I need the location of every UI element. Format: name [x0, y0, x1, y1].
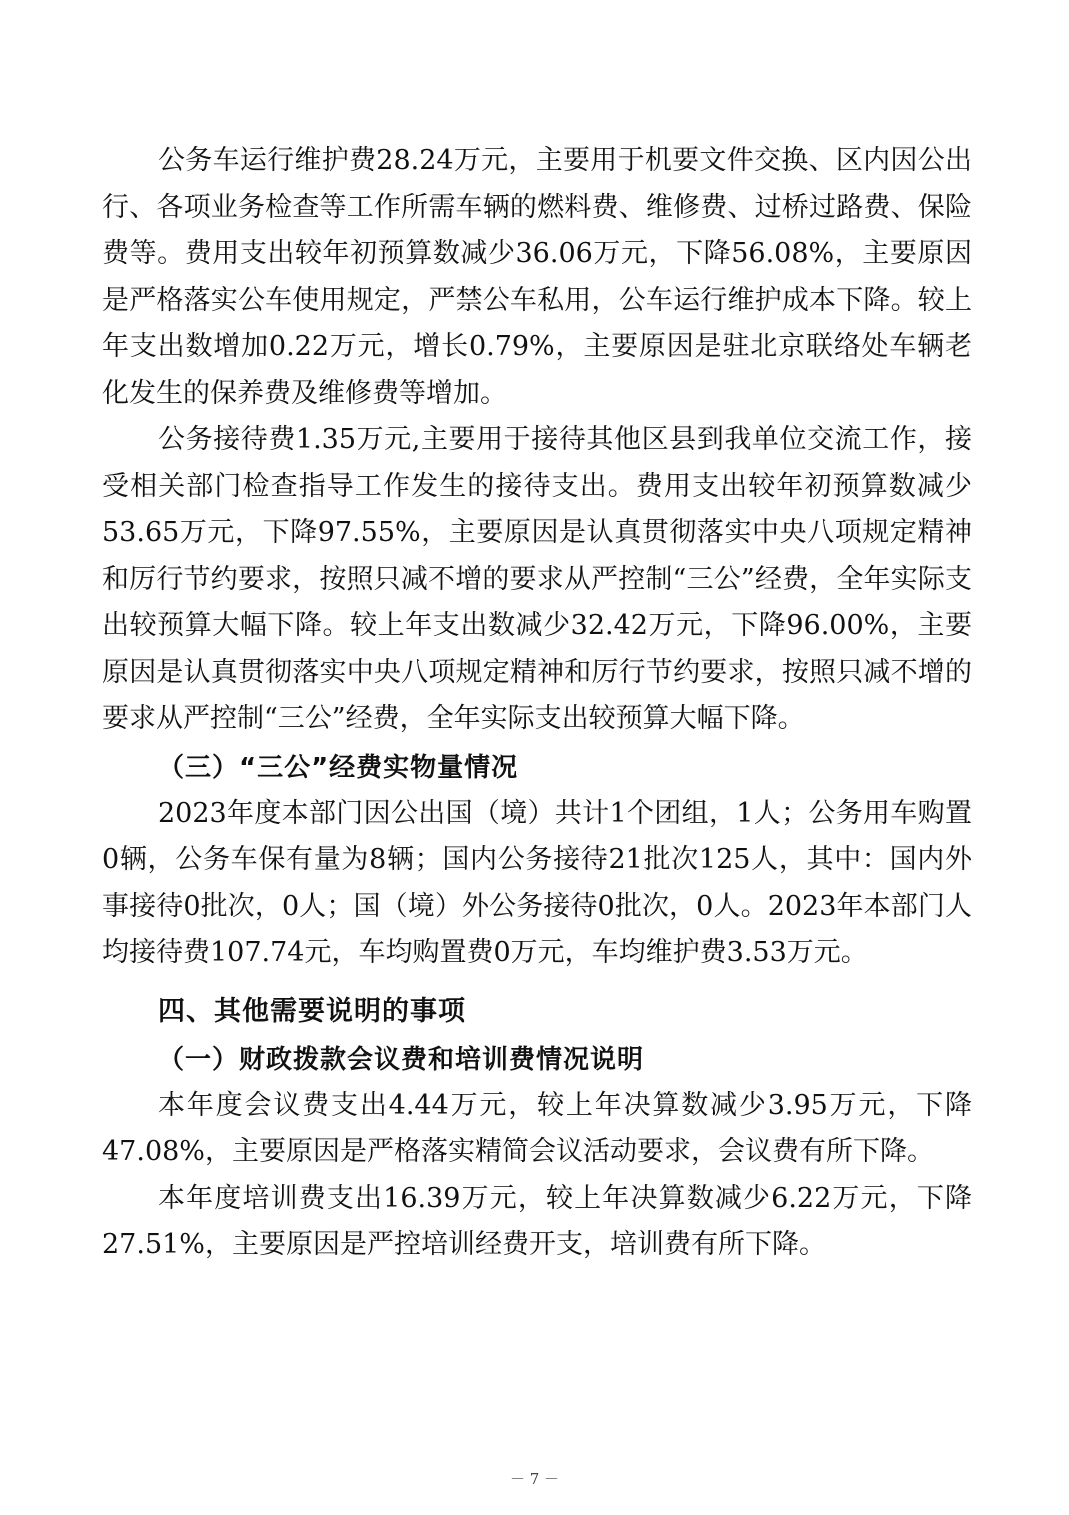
page-number: － 7 －: [509, 1470, 560, 1488]
heading-physical-quantity: （三）“三公”经费实物量情况: [158, 752, 519, 783]
paragraph-car-maintenance: 公务车运行维护费28.24万元，主要用于机要文件交换、区内因公出行、各项业务检查等工作所需车辆的燃料费、维修费、过桥过路费、保险费等。费用支出较年初预算数减少36.06万元，下降56.08%，主要原因是严格落实公车使用规定，严禁公车私用，公车运行维护成本下降。较上年支出数增加0.22万元，增长0.79%，主要原因是驻北京联络处车辆老化发生的保养费及维修费等增加。: [102, 145, 972, 409]
paragraph-reception: 公务接待费1.35万元,主要用于接待其他区县到我单位交流工作，接受相关部门检查指导工作发生的接待支出。费用支出较年初预算数减少53.65万元，下降97.55%，主要原因是认真贯彻落实中央八项规定精神和厉行节约要求，按照只减不增的要求从严控制“三公”经费，全年实际支出较预算大幅下降。较上年支出数减少32.42万元，下降96.00%，主要原因是认真贯彻落实中央八项规定精神和厉行节约要求，按照只减不增的要求从严控制“三公”经费，全年实际支出较预算大幅下降。: [102, 424, 972, 734]
heading-meeting-training: （一）财政拨款会议费和培训费情况说明: [158, 1044, 645, 1075]
document-page: [102, 138, 972, 1269]
paragraph-training-fee: 本年度培训费支出16.39万元，较上年决算数减少6.22万元，下降27.51%，主要原因是严控培训经费开支，培训费有所下降。: [102, 1182, 972, 1260]
heading-other-matters: 四、其他需要说明的事项: [158, 995, 466, 1027]
paragraph-physical-quantity: 2023年度本部门因公出国（境）共计1个团组，1人；公务用车购置0辆，公务车保有量为8辆；国内公务接待21批次125人，其中：国内外事接待0批次，0人；国（境）外公务接待0批次，0人。2023年本部门人均接待费107.74元，车均购置费0万元，车均维护费3.53万元。: [102, 797, 972, 968]
paragraph-meeting-fee: 本年度会议费支出4.44万元，较上年决算数减少3.95万元，下降47.08%，主要原因是严格落实精简会议活动要求，会议费有所下降。: [102, 1089, 972, 1167]
